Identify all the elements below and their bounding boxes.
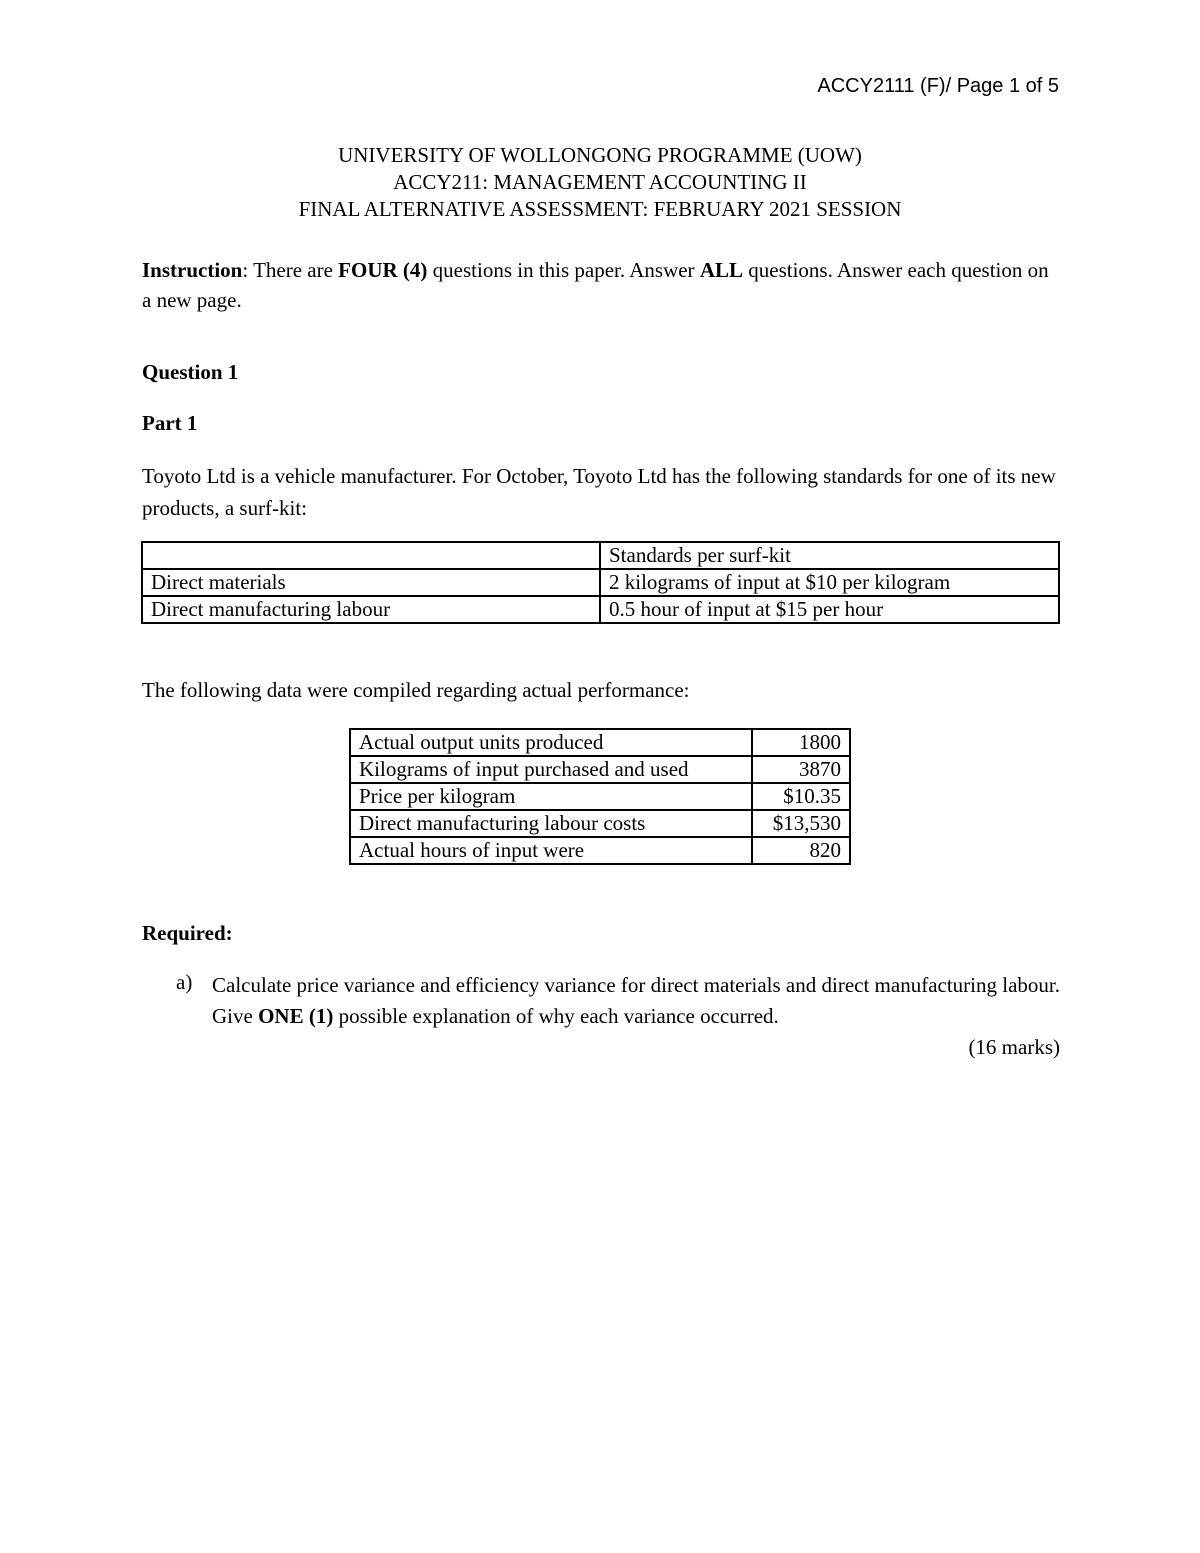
table-row bbox=[350, 783, 850, 810]
table-cell bbox=[142, 542, 600, 569]
exam-title bbox=[0, 142, 1200, 223]
question-title: Question 1 bbox=[142, 360, 239, 384]
instruction-text-2: questions in this paper. Answer bbox=[427, 258, 700, 282]
table-row bbox=[350, 729, 850, 756]
instruction-label: Instruction bbox=[142, 258, 243, 282]
required-heading: Required: bbox=[142, 921, 233, 945]
table-cell: 2 kilograms of input at $10 per kilogram bbox=[600, 569, 1059, 596]
table-row bbox=[142, 542, 1059, 569]
standards-table bbox=[141, 541, 1060, 624]
requirement-text-2: possible explanation of why each variance occurred. bbox=[333, 1004, 779, 1028]
table-row bbox=[350, 837, 850, 864]
instruction-text-3: questions. Answer each question on a new page. bbox=[142, 258, 1049, 312]
page-reference: ACCY2111 (F)/ Page 1 of 5 bbox=[817, 75, 1059, 97]
instruction-count: FOUR (4) bbox=[338, 258, 428, 282]
university-title: UNIVERSITY OF WOLLONGONG PROGRAMME (UOW) bbox=[338, 143, 862, 167]
table-cell: $10.35 bbox=[752, 783, 850, 810]
table-cell: 820 bbox=[752, 837, 850, 864]
table-row bbox=[350, 756, 850, 783]
instruction-paragraph bbox=[142, 255, 1060, 315]
requirement-letter: a) bbox=[176, 970, 193, 994]
requirement-count: ONE (1) bbox=[258, 1004, 334, 1028]
table-row bbox=[142, 596, 1059, 623]
question-intro: Toyoto Ltd is a vehicle manufacturer. For October, Toyoto Ltd has the following standards for one of its new products, a surf-kit: bbox=[142, 464, 1056, 520]
requirement-text bbox=[212, 970, 1060, 1063]
requirement-text-1: Calculate price variance and efficiency variance for direct materials and direct manufacturing labour. Give bbox=[212, 973, 1060, 1028]
assessment-title: FINAL ALTERNATIVE ASSESSMENT: FEBRUARY 2021 SESSION bbox=[298, 197, 902, 221]
performance-table bbox=[349, 728, 851, 865]
table-cell: Price per kilogram bbox=[350, 783, 752, 810]
table-row bbox=[350, 810, 850, 837]
table-cell: 1800 bbox=[752, 729, 850, 756]
table-cell: $13,530 bbox=[752, 810, 850, 837]
table-cell: Actual output units produced bbox=[350, 729, 752, 756]
part-title: Part 1 bbox=[142, 411, 198, 435]
table-cell: Direct manufacturing labour bbox=[142, 596, 600, 623]
instruction-all: ALL bbox=[699, 258, 743, 282]
table-header-cell: Standards per surf-kit bbox=[600, 542, 1059, 569]
table-cell: Direct manufacturing labour costs bbox=[350, 810, 752, 837]
performance-intro: The following data were compiled regarding actual performance: bbox=[142, 678, 690, 702]
table-row bbox=[142, 569, 1059, 596]
table-cell: Direct materials bbox=[142, 569, 600, 596]
course-title: ACCY211: MANAGEMENT ACCOUNTING II bbox=[393, 170, 807, 194]
table-cell: Actual hours of input were bbox=[350, 837, 752, 864]
table-cell: 3870 bbox=[752, 756, 850, 783]
table-cell: 0.5 hour of input at $15 per hour bbox=[600, 596, 1059, 623]
instruction-text-1: : There are bbox=[242, 258, 339, 282]
requirement-a bbox=[142, 970, 1060, 1063]
table-cell: Kilograms of input purchased and used bbox=[350, 756, 752, 783]
marks-label: (16 marks) bbox=[968, 1035, 1060, 1059]
